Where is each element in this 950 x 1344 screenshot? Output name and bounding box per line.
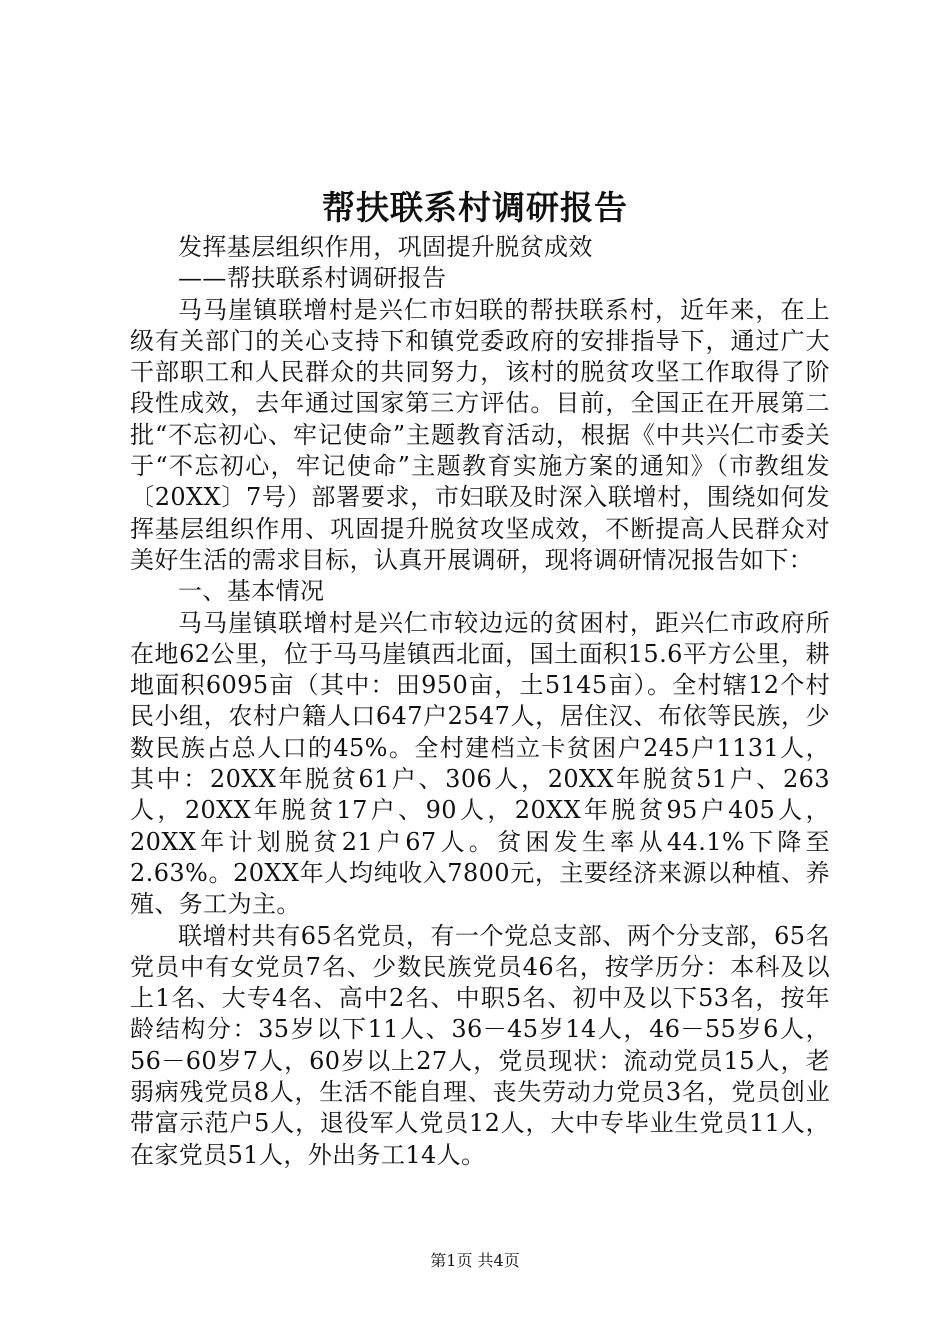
- section-heading-basic-situation: 一、基本情况: [178, 577, 325, 606]
- subtitle-dash-line: ——帮扶联系村调研报告: [178, 264, 447, 293]
- village-overview-paragraph: 马马崖镇联增村是兴仁市较边远的贫困村，距兴仁市政府所在地62公里，位于马马崖镇西北面，国土面积15.6平方公里，耕地面积6095亩（其中：田950亩，土5145亩）。全村辖12个村民小组，农村户籍人口647户2547人，居住汉、布依等民族，少数民族占总人口的45%。全村建档立卡贫困户245户1131人，其中：20XX年脱贫61户、306人，20XX年脱贫51户、263人，20XX年脱贫17户、90人，20XX年脱贫95户405人，20XX年计划脱贫21户67人。贫困发生率从44.1%下降至2.63%。20XX年人均纯收入7800元，主要经济来源以种植、养殖、务工为主。: [130, 608, 830, 919]
- page-footer: 第1页 共4页: [430, 1251, 520, 1270]
- document-body: [130, 232, 830, 1171]
- intro-paragraph: 马马崖镇联增村是兴仁市妇联的帮扶联系村，近年来，在上级有关部门的关心支持下和镇党委政府的安排指导下，通过广大干部职工和人民群众的共同努力，该村的脱贫攻坚工作取得了阶段性成效，去年通过国家第三方评估。目前，全国正在开展第二批“不忘初心、牢记使命”主题教育活动，根据《中共兴仁市委关于“不忘初心，牢记使命”主题教育实施方案的通知》（市教组发〔20XX〕7号）部署要求，市妇联及时深入联增村，围绕如何发挥基层组织作用、巩固提升脱贫攻坚成效，不断提高人民群众对美好生活的需求目标，认真开展调研，现将调研情况报告如下：: [130, 295, 830, 574]
- party-members-paragraph: 联增村共有65名党员，有一个党总支部、两个分支部，65名党员中有女党员7名、少数民族党员46名，按学历分：本科及以上1名、大专4名、高中2名、中职5名、初中及以下53名，按年龄结构分：35岁以下11人、36－45岁14人，46－55岁6人，56－60岁7人，60岁以上27人，党员现状：流动党员15人，老弱病残党员8人，生活不能自理、丧失劳动力党员3名，党员创业带富示范户5人，退役军人党员12人，大中专毕业生党员11人，在家党员51人，外出务工14人。: [130, 921, 830, 1169]
- subtitle-line: 发挥基层组织作用，巩固提升脱贫成效: [178, 233, 593, 261]
- document-title: 帮扶联系村调研报告: [322, 188, 628, 227]
